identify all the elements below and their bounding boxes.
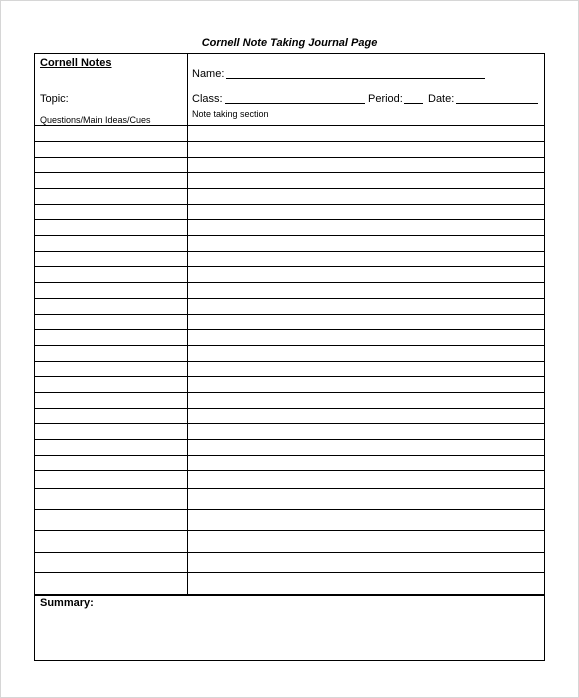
cue-column-label: Questions/Main Ideas/Cues: [40, 115, 151, 125]
ruled-line: [35, 282, 544, 283]
ruled-line: [35, 204, 544, 205]
ruled-line: [35, 298, 544, 299]
ruled-line: [35, 251, 544, 252]
ruled-line: [35, 376, 544, 377]
note-taking-section-label: Note taking section: [192, 109, 269, 119]
ruled-line: [35, 423, 544, 424]
ruled-line: [35, 530, 544, 531]
ruled-line: [35, 439, 544, 440]
ruled-line: [35, 188, 544, 189]
ruled-line: [35, 219, 544, 220]
cue-column-header: [35, 54, 188, 125]
ruled-line: [35, 235, 544, 236]
cornell-notes-heading: Cornell Notes: [40, 57, 112, 69]
name-field-line[interactable]: [226, 78, 485, 79]
ruled-line: [35, 361, 544, 362]
period-field-line[interactable]: [404, 103, 423, 104]
ruled-line: [35, 552, 544, 553]
date-field-line[interactable]: [456, 103, 538, 104]
ruled-line: [35, 141, 544, 142]
ruled-line: [35, 329, 544, 330]
ruled-line: [35, 488, 544, 489]
class-label: Class:: [192, 93, 223, 105]
class-field-line[interactable]: [225, 103, 365, 104]
summary-divider: [35, 594, 544, 596]
ruled-line: [35, 572, 544, 573]
ruled-line: [35, 509, 544, 510]
name-label: Name:: [192, 68, 225, 80]
ruled-line: [35, 455, 544, 456]
ruled-line: [35, 345, 544, 346]
ruled-line: [35, 314, 544, 315]
cornell-sheet: [34, 53, 545, 661]
ruled-line: [35, 470, 544, 471]
ruled-line: [35, 408, 544, 409]
ruled-line: [35, 392, 544, 393]
ruled-line: [35, 157, 544, 158]
topic-label: Topic:: [40, 93, 69, 105]
ruled-line: [35, 266, 544, 267]
summary-label: Summary:: [40, 597, 94, 609]
page-title: Cornell Note Taking Journal Page: [201, 37, 378, 49]
period-label: Period:: [368, 93, 403, 105]
sheet-header: [35, 54, 544, 126]
ruled-line: [35, 172, 544, 173]
date-label: Date:: [428, 93, 455, 105]
